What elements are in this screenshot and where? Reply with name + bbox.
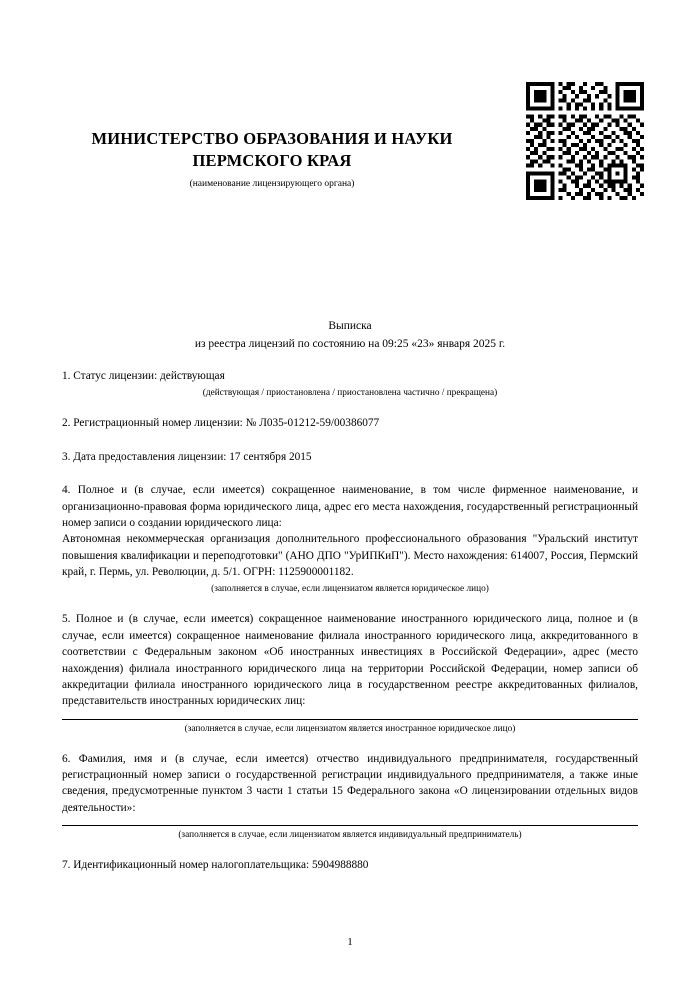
item-4-legal-entity-label: 4. Полное и (в случае, если имеется) сокращенное наименование, в том числе фирменное наименование, и организационно-правовая форма юридического лица, адрес его места нахождения, государственный регистрационный номер записи о создании юридического лица:: [62, 484, 638, 529]
item-5-foreign-entity-label: 5. Полное и (в случае, если имеется) сокращенное наименование иностранного юридического лица, полное и (в случае, если имеется) сокращенное наименование филиала иностранного юридического лица, аккредитованного в соответствии с Федеральным законом «Об иностранных инвестициях в Российской Федерации», адрес (место нахождения) филиала иностранного юридического лица на территории Российской Федерации, номер записи об аккредитации филиала иностранного юридического лица в государственном реестре аккредитованных филиалов, представительств иностранных юридических лиц:: [62, 613, 638, 708]
spacer: [62, 840, 638, 857]
issuing-authority-line2: ПЕРМСКОГО КРАЯ: [192, 150, 352, 170]
issuing-authority-line1: МИНИСТЕРСТВО ОБРАЗОВАНИЯ И НАУКИ: [91, 129, 453, 148]
document-title: [0, 318, 700, 354]
item-6-caption: (заполняется в случае, если лицензиатом является индивидуальный предприниматель): [178, 830, 522, 841]
spacer: [62, 465, 638, 482]
page-number: 1: [347, 936, 353, 948]
item-2-registration-number: 2. Регистрационный номер лицензии: № Л035-01212-59/00386077: [62, 417, 380, 430]
document-title-line2: из реестра лицензий по состоянию на 09:25 «23» января 2025 г.: [194, 337, 506, 350]
item-5-caption: (заполняется в случае, если лицензиатом является иностранное юридическое лицо): [184, 723, 516, 734]
item-1-status: 1. Статус лицензии: действующая: [62, 370, 225, 382]
item-6-individual-entrepreneur-label: 6. Фамилия, имя и (в случае, если имеется) отчество индивидуального предпринимателя, государственный регистрационный номер записи о государственной регистрации индивидуального предпринимателя, а также иные сведения, предусмотренные пунктом 3 части 1 статьи 15 Федерального закона «О лицензировании отдельных видов деятельности»:: [62, 752, 638, 814]
spacer: [62, 594, 638, 611]
item-5-fill-line: [62, 719, 638, 720]
qr-code-image: [526, 82, 644, 200]
qr-code: [526, 82, 644, 200]
item-3-issue-date: 3. Дата предоставления лицензии: 17 сентября 2015: [62, 450, 312, 463]
item-1-caption: (действующая / приостановлена / приостановлена частично / прекращена): [202, 388, 498, 399]
item-4-legal-entity-value: Автономная некоммерческая организация дополнительного профессионального образования "Уральский институт повышения квалификации и переподготовки" (АНО ДПО "УрИПКиП"). Место нахождения: 614007, Россия, Пермский край, г. Пермь, ул. Революции, д. 5/1. ОГРН: 1125900001182.: [62, 533, 638, 578]
document-body: [62, 368, 638, 874]
issuing-authority-caption: (наименование лицензирующего органа): [189, 178, 355, 189]
item-6-fill-line: [62, 825, 638, 826]
spacer: [62, 432, 638, 449]
spacer: [62, 398, 638, 415]
item-4-caption: (заполняется в случае, если лицензиатом является юридическое лицо): [211, 584, 489, 595]
document-title-line1: Выписка: [328, 320, 372, 332]
item-7-taxpayer-number: 7. Идентификационный номер налогоплательщика: 5904988880: [62, 859, 369, 872]
spacer: [62, 734, 638, 751]
document-header: [62, 128, 482, 189]
